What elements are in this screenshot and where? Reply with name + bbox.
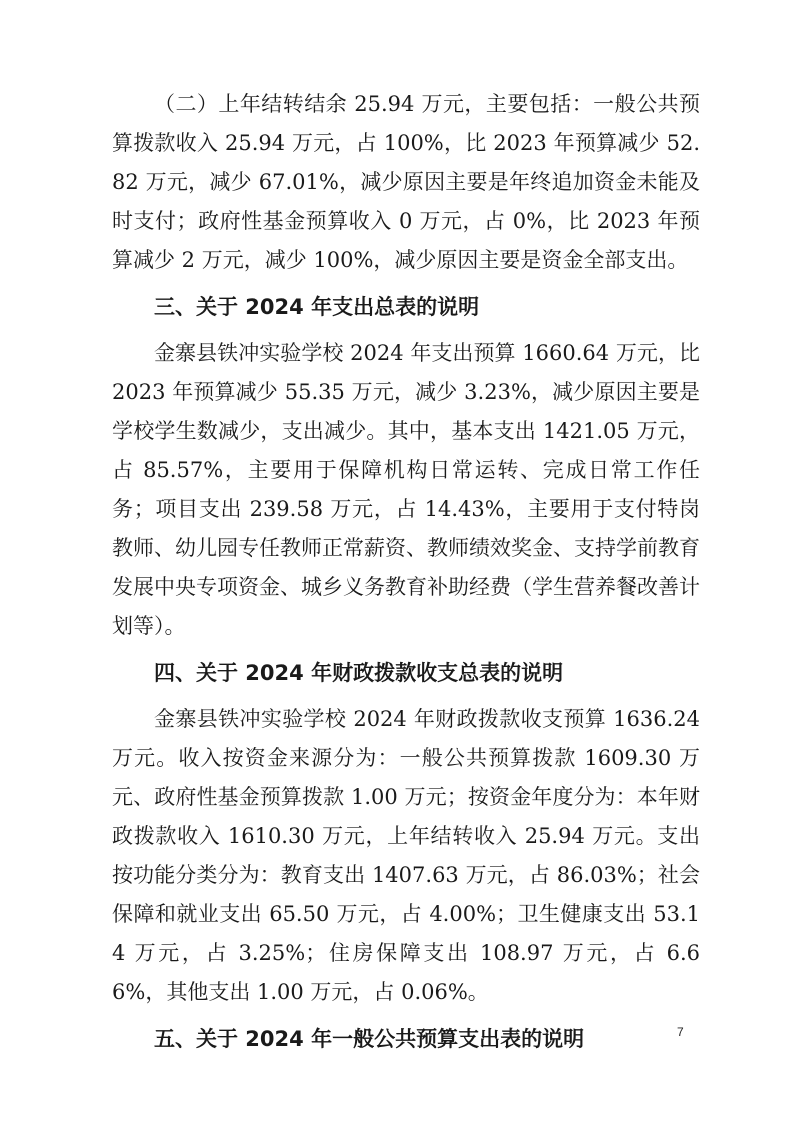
- heading-expenditure-summary: 三、关于 2024 年支出总表的说明: [154, 295, 480, 319]
- paragraph-fiscal-appropriation-summary: 金寨县铁冲实验学校 2024 年财政拨款收支预算 1636.24 万元。收入按资金来源分为：一般公共预算拨款 1609.30 万元、政府性基金预算拨款 1.00 万元；按资金年度分为：本年财政拨款收入 1610.30 万元，上年结转收入 25.94 万元。支出按功能分类分为：教育支出 1407.63 万元，占 86.03%；社会保障和就业支出 65.50 万元，占 4.00%；卫生健康支出 53.14 万元，占 3.25%；住房保障支出 108.97 万元，占 6.66%，其他支出 1.00 万元，占 0.06%。: [112, 707, 700, 1004]
- document-body: [112, 85, 700, 1066]
- paragraph-expenditure-summary: 金寨县铁冲实验学校 2024 年支出预算 1660.64 万元，比 2023 年预算减少 55.35 万元，减少 3.23%，减少原因主要是学校学生数减少，支出减少。其中，基本支出 1421.05 万元，占 85.57%，主要用于保障机构日常运转、完成日常工作任务；项目支出 239.58 万元，占 14.43%，主要用于支付特岗教师、幼儿园专任教师正常薪资、教师绩效奖金、支持学前教育发展中央专项资金、城乡义务教育补助经费（学生营养餐改善计划等）。: [112, 341, 700, 638]
- heading-fiscal-appropriation-summary: 四、关于 2024 年财政拨款收支总表的说明: [154, 661, 564, 685]
- heading-general-public-budget: 五、关于 2024 年一般公共预算支出表的说明: [154, 1027, 585, 1051]
- paragraph-carryover-balance: （二）上年结转结余 25.94 万元，主要包括：一般公共预算拨款收入 25.94 万元，占 100%，比 2023 年预算减少 52.82 万元，减少 67.01%，减少原因主要是年终追加资金未能及时支付；政府性基金预算收入 0 万元，占 0%，比 2023 年预算减少 2 万元，减少 100%，减少原因主要是资金全部支出。: [112, 92, 700, 272]
- page-number: 7: [677, 1025, 684, 1039]
